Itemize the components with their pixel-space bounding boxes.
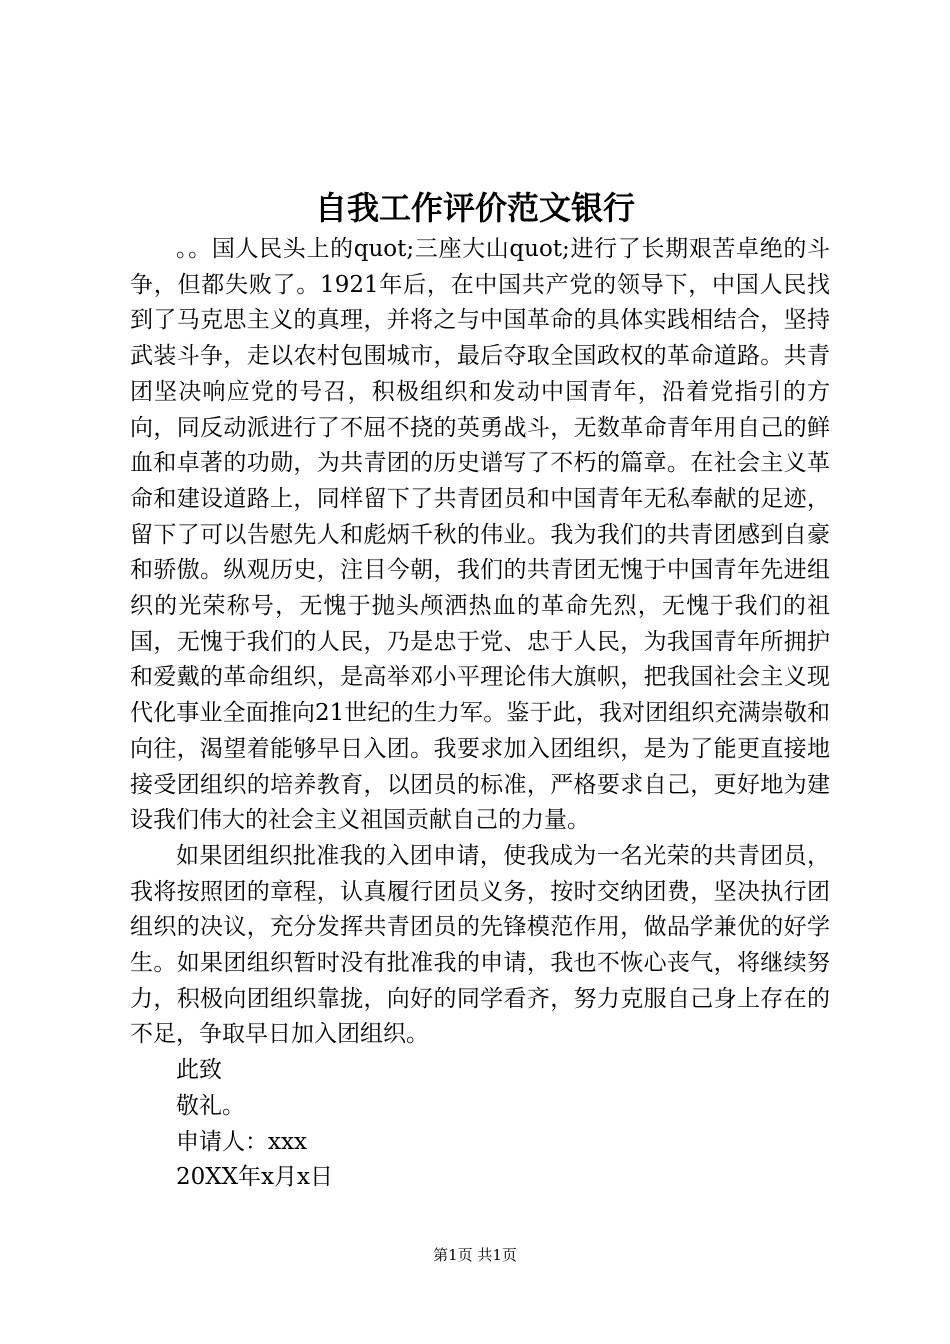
- closing-regards: 敬礼。: [176, 1092, 245, 1119]
- applicant-line: 申请人：xxx: [176, 1128, 307, 1155]
- document-title: 自我工作评价范文银行: [314, 189, 635, 227]
- document-body: [130, 232, 830, 1196]
- page-footer: 第1页 共1页: [433, 1246, 517, 1264]
- body-paragraph: 如果团组织批准我的入团申请，使我成为一名光荣的共青团员，我将按照团的章程，认真履行团员义务，按时交纳团费，坚决执行团组织的决议，充分发挥共青团员的先锋模范作用，做品学兼优的好学生。如果团组织暂时没有批准我的申请，我也不恢心丧气，将继续努力，积极向团组织靠拢，向好的同学看齐，努力克服自己身上存在的不足，争取早日加入团组织。: [130, 842, 830, 1048]
- closing-salutation: 此致: [176, 1057, 222, 1084]
- date-line: 20XX年x月x日: [176, 1164, 333, 1191]
- body-paragraph: 。。国人民头上的quot;三座大山quot;进行了长期艰苦卓绝的斗争，但都失败了。1921年后，在中国共产党的领导下，中国人民找到了马克思主义的真理，并将之与中国革命的具体实践相结合，坚持武装斗争，走以农村包围城市，最后夺取全国政权的革命道路。共青团坚决响应党的号召，积极组织和发动中国青年，沿着党指引的方向，同反动派进行了不屈不挠的英勇战斗，无数革命青年用自己的鲜血和卓著的功勋，为共青团的历史谱写了不朽的篇章。在社会主义革命和建设道路上，同样留下了共青团员和中国青年无私奉献的足迹，留下了可以告慰先人和彪炳千秋的伟业。我为我们的共青团感到自豪和骄傲。纵观历史，注目今朝，我们的共青团无愧于中国青年先进组织的光荣称号，无愧于抛头颅洒热血的革命先烈，无愧于我们的祖国，无愧于我们的人民，乃是忠于党、忠于人民，为我国青年所拥护和爱戴的革命组织，是高举邓小平理论伟大旗帜，把我国社会主义现代化事业全面推向21世纪的生力军。鉴于此，我对团组织充满崇敬和向往，渴望着能够早日入团。我要求加入团组织，是为了能更直接地接受团组织的培养教育，以团员的标准，严格要求自己，更好地为建设我们伟大的社会主义祖国贡献自己的力量。: [130, 236, 830, 834]
